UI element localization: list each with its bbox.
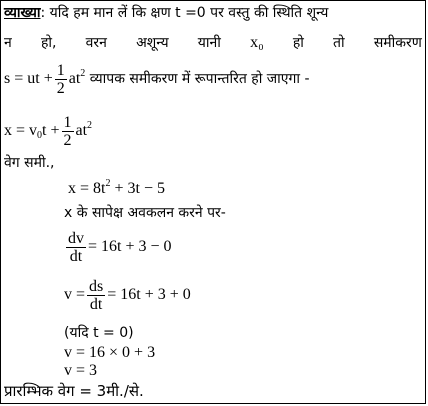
equation-velocity bbox=[64, 278, 191, 313]
eq-right: + 3t − 5 bbox=[110, 180, 165, 197]
equation-x bbox=[4, 114, 92, 149]
fraction bbox=[87, 278, 105, 313]
numerator: 1 bbox=[56, 62, 65, 79]
differentiation-text: x के सापेक्ष अवकलन करने पर- bbox=[64, 205, 226, 221]
exponent: 2 bbox=[80, 68, 86, 80]
word: यानी bbox=[197, 35, 221, 51]
fraction bbox=[55, 62, 67, 97]
fraction bbox=[62, 114, 74, 149]
eq-left: x = v bbox=[4, 122, 38, 140]
eq-right: at bbox=[75, 122, 88, 140]
equation-substitution: v = 16 × 0 + 3 bbox=[64, 344, 156, 361]
exponent: 2 bbox=[105, 178, 111, 189]
denominator: 2 bbox=[63, 132, 72, 149]
denominator: 2 bbox=[56, 80, 65, 97]
word: वरन bbox=[85, 35, 107, 51]
word: हो, bbox=[40, 35, 57, 51]
velocity-label: वेग समी., bbox=[4, 155, 55, 171]
final-answer: प्रारम्भिक वेग = 3मी./से. bbox=[4, 382, 144, 400]
explanation-line-1 bbox=[4, 3, 328, 22]
eq-right: = 16t + 3 + 0 bbox=[107, 286, 191, 304]
eq-right: at bbox=[68, 70, 81, 88]
numerator: dv bbox=[68, 230, 84, 247]
eq-right: = 16t + 3 − 0 bbox=[88, 238, 172, 256]
eq-mid: t + bbox=[42, 122, 60, 140]
eq-left: x = 8t bbox=[68, 180, 106, 197]
exponent: 2 bbox=[87, 120, 93, 132]
condition-text: (यदि t = 0) bbox=[64, 325, 134, 341]
denominator: dt bbox=[69, 248, 83, 265]
equation-dvdt bbox=[64, 230, 172, 265]
denominator: dt bbox=[89, 296, 103, 313]
explanation-heading: व्याख्या bbox=[4, 5, 41, 21]
explanation-line-2 bbox=[4, 34, 422, 52]
equation-position bbox=[68, 180, 165, 198]
eq-left: v = bbox=[64, 286, 86, 304]
subscript: 0 bbox=[37, 130, 43, 142]
word: न bbox=[4, 35, 12, 51]
numerator: 1 bbox=[63, 114, 72, 131]
word: हो bbox=[292, 35, 304, 51]
equation-result: v = 3 bbox=[64, 362, 98, 379]
word: अशून्य bbox=[136, 35, 169, 51]
word: तो bbox=[333, 35, 345, 51]
fraction bbox=[66, 230, 86, 265]
word: समीकरण bbox=[373, 35, 422, 51]
numerator: ds bbox=[89, 278, 104, 295]
explanation-intro: : यदि हम मान लें कि क्षण t =0 पर वस्तु की स्थिति शून्य bbox=[40, 5, 329, 21]
equation-general bbox=[4, 62, 310, 97]
eq-left: s = ut + bbox=[4, 70, 53, 88]
equation-description: व्यापक समीकरण में रूपान्तरित हो जाएगा - bbox=[85, 71, 310, 88]
word: x₀ bbox=[250, 34, 264, 51]
